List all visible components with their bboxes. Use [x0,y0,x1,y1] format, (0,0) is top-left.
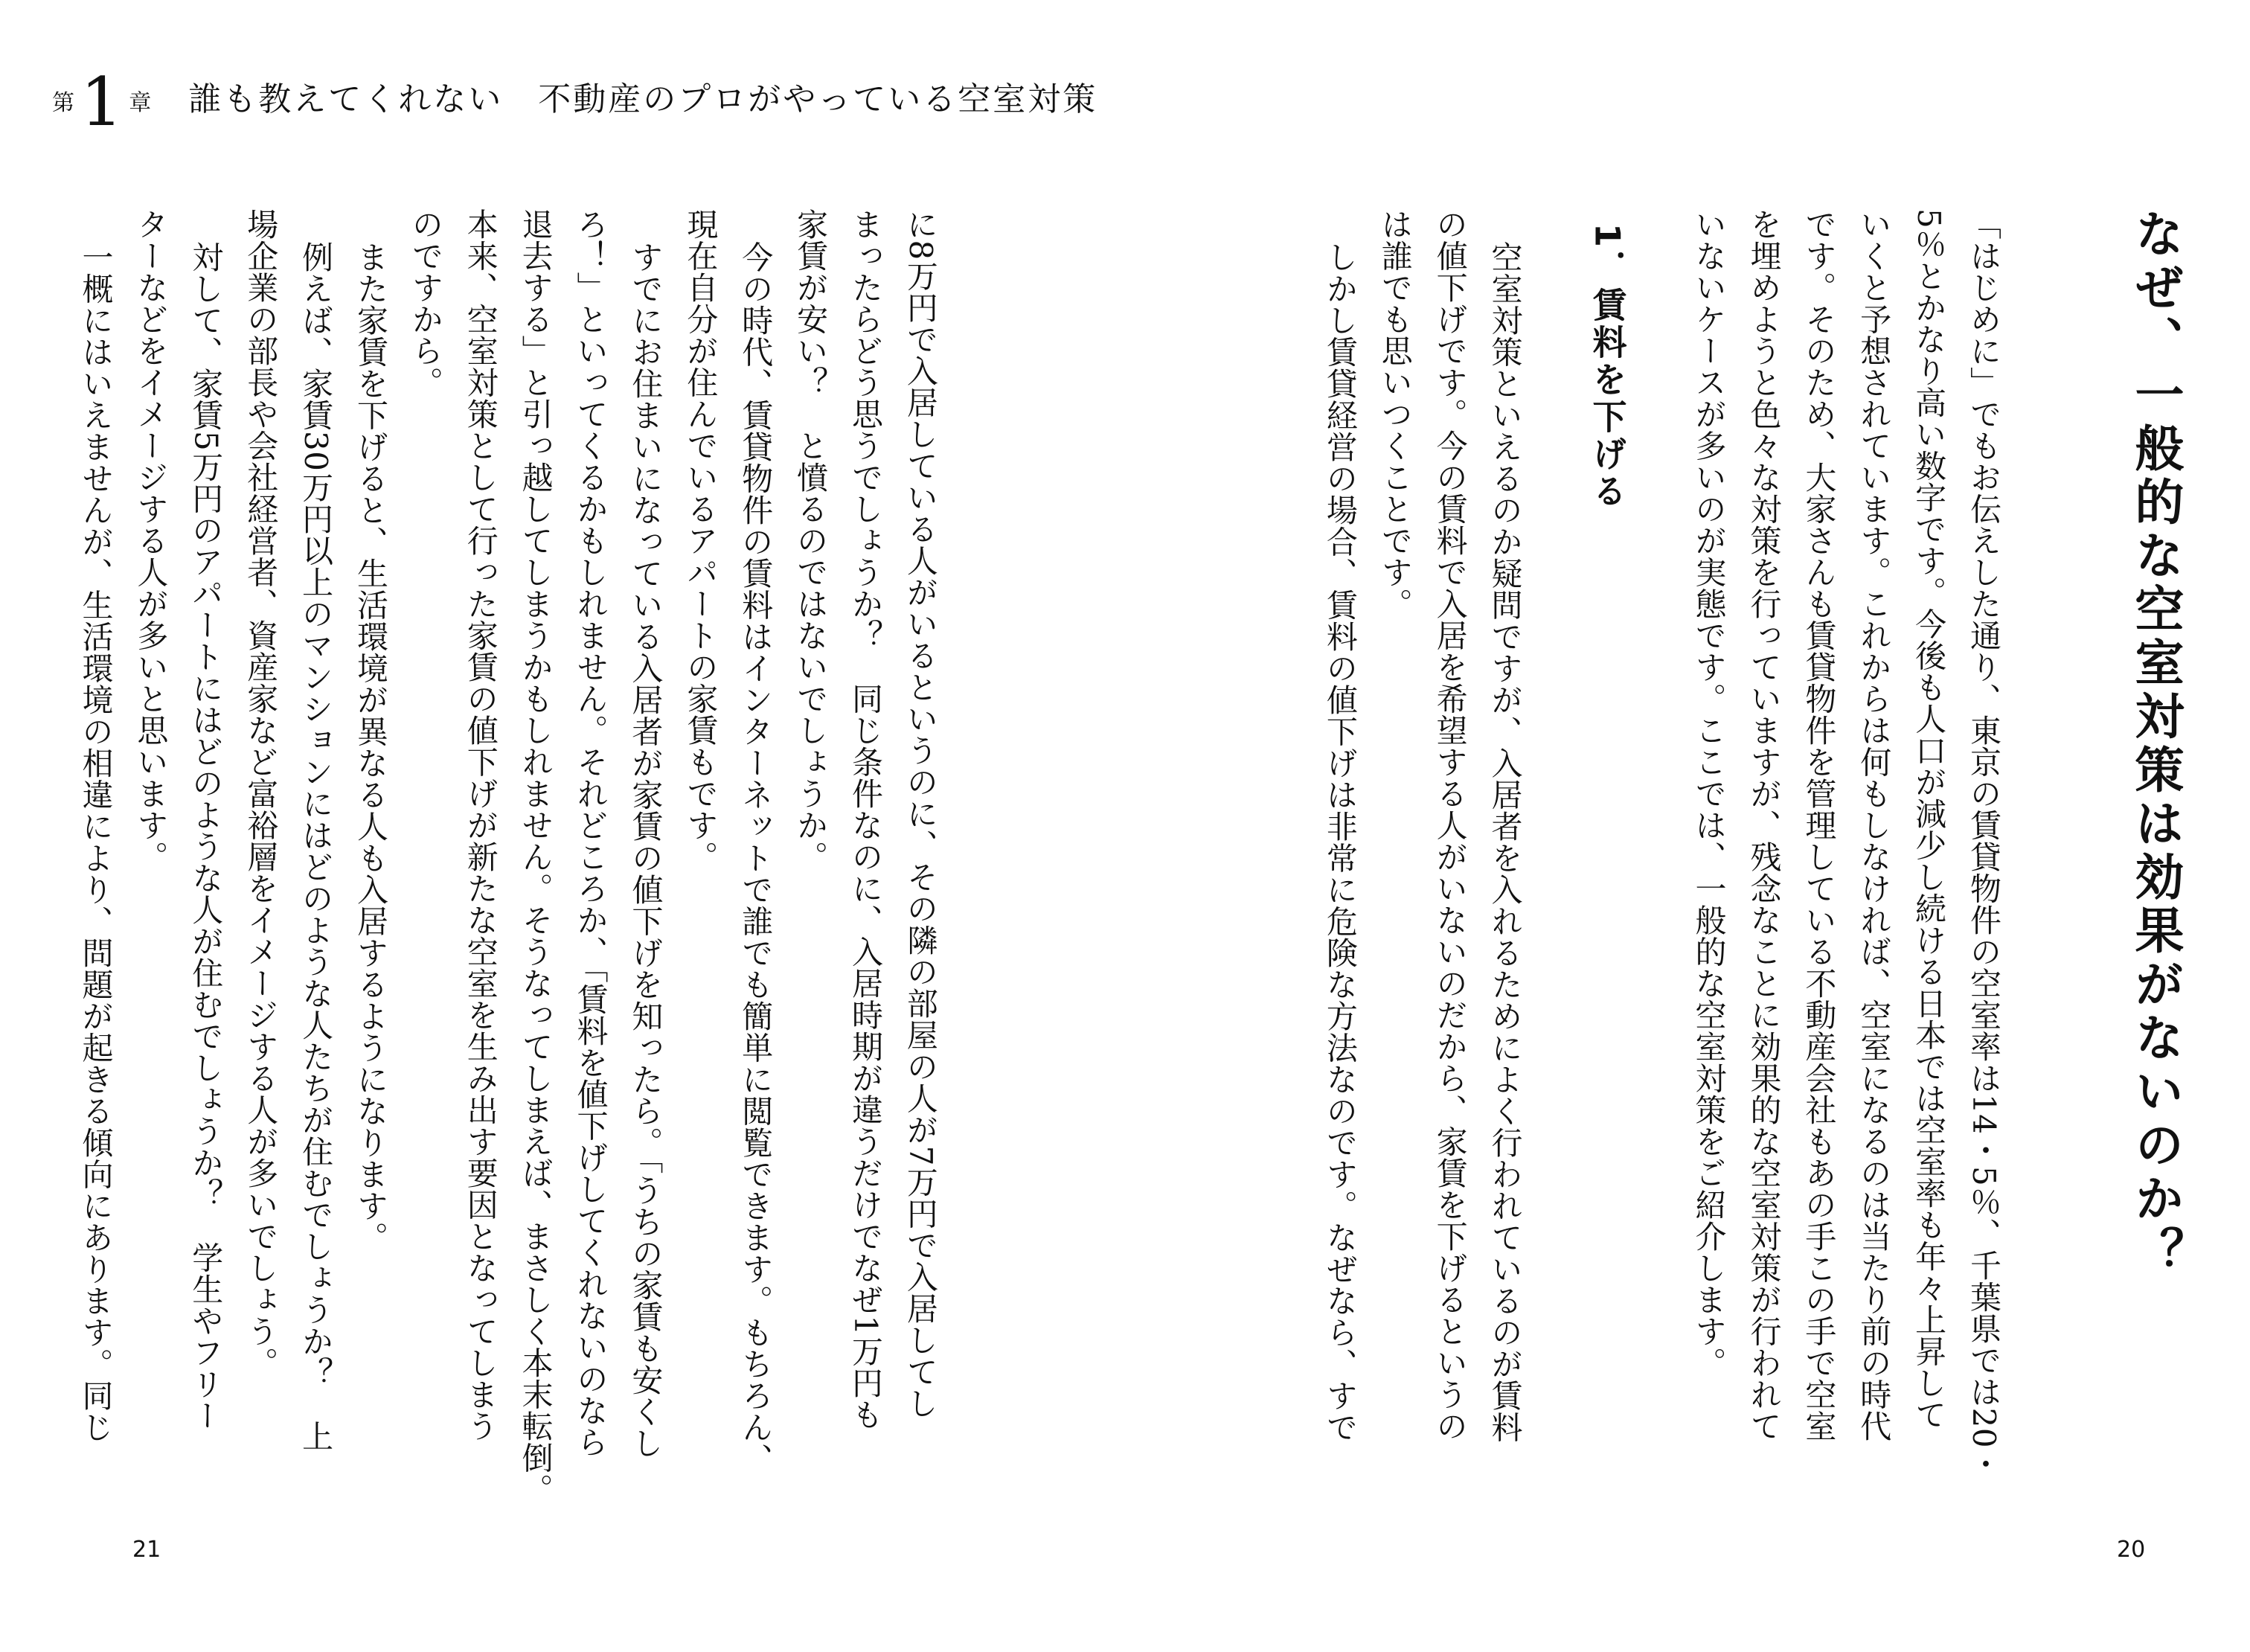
chapter-number: 1 [80,63,124,141]
book-spread [51,208,2184,1505]
body-line: 「はじめに」でもお伝えした通り、東京の賃貸物件の空室率は14・5％、千葉県では20・ [1966,208,2002,1480]
body-line: 例えば、家賃30万円以上のマンションにはどのような人たちが住むでしょうか？ 上 [298,241,335,1452]
body-line: 現在自分が住んでいるアパートの家賃もです。 [682,208,719,873]
body-line: すでにお住まいになっている入居者が家賃の値下げを知ったら。「うちの家賃も安くし [627,241,664,1459]
body-line: いないケースが多いのが実態です。ここでは、一般的な空室対策をご紹介します。 [1690,208,1728,1379]
body-line: を埋めようと色々な対策を行っていますが、残念なことに効果的な空室対策が行われて [1746,208,1783,1442]
subsection-heading: 1．賃料を下げる [1587,223,1628,511]
chapter-prefix: 第 [52,90,74,116]
chapter-suffix: 章 [129,90,152,116]
body-line: ろ！」といってくるかもしれません。それどころか、「賃料を値下げしてくれないのなら [572,208,609,1458]
section-heading: なぜ、一般的な空室対策は効果がないのか？ [2126,208,2184,1280]
page-number-right: 20 [2117,1537,2146,1563]
body-line: 本来、空室対策として行った家賃の値下げが新たな空室を生み出す要因となってしまう [462,208,499,1442]
body-line: のですから。 [407,208,444,398]
body-line: しかし賃貸経営の場合、賃料の値下げは非常に危険な方法なのです。なぜなら、すで [1321,241,1359,1443]
body-line: まったらどう思うでしょうか？ 同じ条件なのに、入居時期が違うだけでなぜ1万円も [847,208,884,1431]
body-line: ターなどをイメージする人が多いと思います。 [132,208,170,873]
body-line: 対して、家賃5万円のアパートにはどのような人が住むでしょうか？ 学生やフリー [188,241,225,1432]
running-header [52,51,1098,141]
body-line: いくと予想されています。これからは何もしなければ、空室になるのは当たり前の時代 [1856,208,1893,1442]
body-line: 一概にはいえませんが、生活環境の相違により、問題が起きる傾向にあります。同じ [77,241,115,1443]
body-line: 空室対策といえるのか疑問ですが、入居者を入れるためによく行われているのが賃料 [1487,241,1524,1443]
page-number-left: 21 [132,1537,161,1563]
body-line: 退去する」と引っ越してしまうかもしれません。そうなってしまえば、まさしく本末転倒。 [517,208,554,1505]
body-line: 5％とかなり高い数字です。今後も人口が減少し続ける日本では空室率も年々上昇して [1911,208,1948,1431]
body-line: 今の時代、賃貸物件の賃料はインターネットで誰でも簡単に閲覧できます。もちろん、 [737,241,775,1475]
body-line: また家賃を下げると、生活環境が異なる人も入居するようになります。 [352,241,389,1253]
body-line: 家賃が安い？ と憤るのではないでしょうか。 [792,208,830,873]
body-line: は誰でも思いつくことです。 [1376,208,1414,620]
body-line: に8万円で入居している人がいるというのに、その隣の部屋の人が7万円で入居してし [902,208,939,1419]
body-line: です。そのため、大家さんも賃貸物件を管理している不動産会社もあの手この手で空室 [1801,208,1838,1442]
chapter-title: 誰も教えてくれない 不動産のプロがやっている空室対策 [188,80,1098,118]
body-line: 場企業の部長や会社経営者、資産家など富裕層をイメージする人が多いでしょう。 [243,208,280,1379]
body-line: の値下げです。今の賃料で入居を希望する人がいないのだから、家賃を下げるというの [1432,208,1469,1442]
